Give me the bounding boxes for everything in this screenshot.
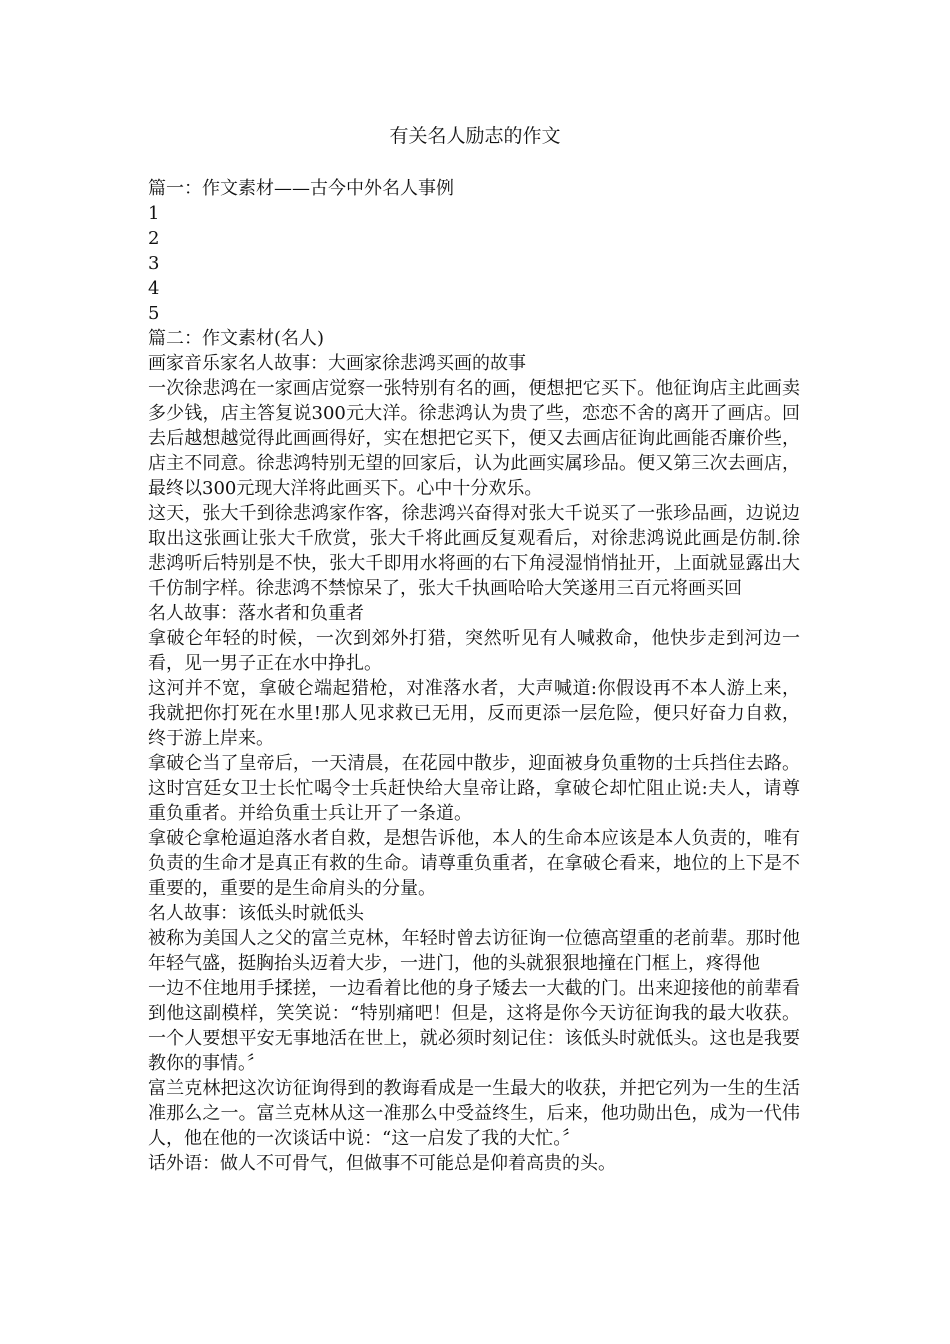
paragraph: 一次徐悲鸿在一家画店觉察一张特别有名的画，便想把它买下。他征询店主此画卖多少钱，店主答复说300元大洋。徐悲鸿认为贵了些，恋恋不舍的离开了画店。回去后越想越觉得此画画得好，实在想把它买下，便又去画店征询此画能否廉价些，店主不同意。徐悲鸿特别无望的回家后，认为此画实属珍品。便又第三次去画店，最终以300元现大洋将此画买下。心中十分欢乐。 xyxy=(148,378,800,499)
paragraph: 被称为美国人之父的富兰克林，年轻时曾去访征询一位德高望重的老前辈。那时他年轻气盛，挺胸抬头迈着大步，一进门，他的头就狠狠地撞在门框上，疼得他 xyxy=(148,928,800,974)
paragraph: 拿破仑当了皇帝后，一天清晨，在花园中散步，迎面被身负重物的士兵挡住去路。这时宫廷女卫士长忙喝令士兵赶快给大皇帝让路，拿破仑却忙阻止说:夫人，请尊重负重者。并给负重士兵让开了一条道。 xyxy=(148,753,800,824)
document-title: 有关名人励志的作文 xyxy=(389,125,561,147)
paragraph: 富兰克林把这次访征询得到的教诲看成是一生最大的收获，并把它列为一生的生活准那么之一。富兰克林从这一准那么中受益终生，后来，他功勋出色，成为一代伟人，他在他的一次谈话中说：“这一启发了我的大忙。〞 xyxy=(148,1078,800,1149)
paragraph: 拿破仑年轻的时候，一次到郊外打猎，突然听见有人喊救命，他快步走到河边一看，见一男子正在水中挣扎。 xyxy=(148,628,800,674)
paragraph: 话外语：做人不可骨气，但做事不可能总是仰着高贵的头。 xyxy=(148,1153,616,1174)
paragraph: 一边不住地用手揉搓，一边看着比他的身子矮去一大截的门。出来迎接他的前辈看到他这副模样，笑笑说：“特别痛吧！但是，这将是你今天访征询我的最大收获。一个人要想平安无事地活在世上，就必须时刻记住：该低头时就低头。这也是我要教你的事情。〞 xyxy=(148,978,800,1074)
document-body xyxy=(148,176,800,1176)
story-heading: 画家音乐家名人故事：大画家徐悲鸿买画的故事 xyxy=(148,353,526,374)
story-heading: 名人故事：该低头时就低头 xyxy=(148,903,364,924)
list-item: 2 xyxy=(148,228,160,249)
list-item: 4 xyxy=(148,278,160,299)
paragraph: 拿破仑拿枪逼迫落水者自救，是想告诉他，本人的生命本应该是本人负责的，唯有负责的生命才是真正有救的生命。请尊重负重者，在拿破仑看来，地位的上下是不重要的，重要的是生命肩头的分量。 xyxy=(148,828,800,899)
paragraph: 这天，张大千到徐悲鸿家作客，徐悲鸿兴奋得对张大千说买了一张珍品画，边说边取出这张画让张大千欣赏，张大千将此画反复观看后，对徐悲鸿说此画是仿制.徐悲鸿听后特别是不快，张大千即用水将画的右下角浸湿悄悄扯开，上面就显露出大千仿制字样。徐悲鸿不禁惊呆了，张大千执画哈哈大笑遂用三百元将画买回 xyxy=(148,503,800,599)
list-item: 3 xyxy=(148,253,160,274)
list-item: 5 xyxy=(148,303,160,324)
section-heading: 篇二：作文素材(名人) xyxy=(148,328,325,349)
section-heading: 篇一：作文素材——古今中外名人事例 xyxy=(148,178,454,199)
list-item: 1 xyxy=(148,203,160,224)
paragraph: 这河并不宽，拿破仑端起猎枪，对准落水者，大声喊道:你假设再不本人游上来，我就把你打死在水里!那人见求救已无用，反而更添一层危险，便只好奋力自救，终于游上岸来。 xyxy=(148,678,800,749)
story-heading: 名人故事：落水者和负重者 xyxy=(148,603,364,624)
